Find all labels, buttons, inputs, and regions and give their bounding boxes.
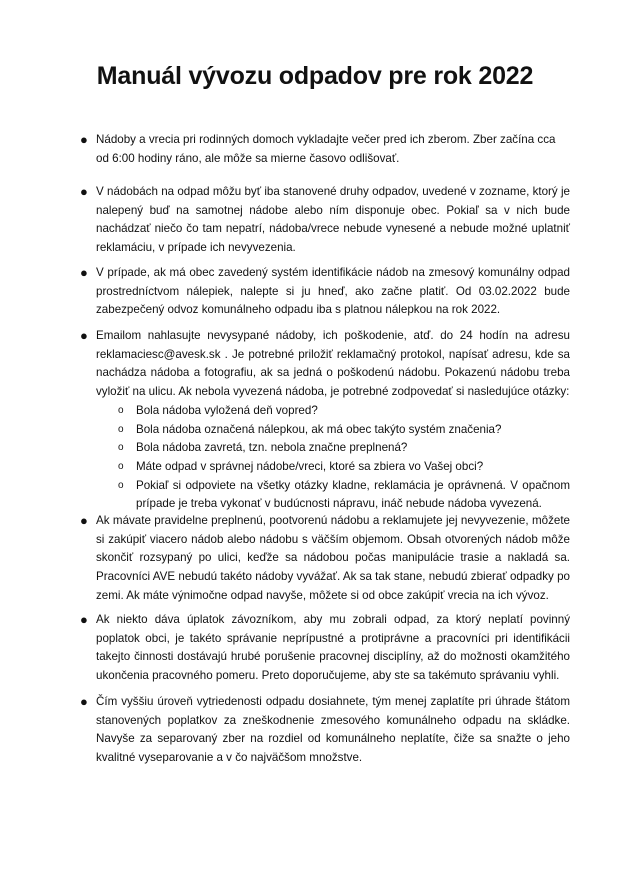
paragraph-text: Nádoby a vrecia pri rodinných domoch vykladajte večer pred ich zberom. Zber začína cca od 6:00 hodiny ráno, ale môže sa mierne časovo odlišovať. xyxy=(96,133,556,165)
paragraph-text: Ak niekto dáva úplatok závozníkom, aby mu zobrali odpad, za ktorý neplatí povinný poplatok obci, je takéto správanie neprípustné a protiprávne a pracovníci pri identifikácii takejto činnosti dostávajú hrubé porušenie pracovnej disciplíny, až do možnosti okamžitého ukončenia pracovného pomeru. Preto doporučujeme, aby ste sa takémuto správaniu vyhli. xyxy=(96,613,570,683)
bullet-icon: ● xyxy=(80,328,88,343)
question-text: Bola nádoba označená nálepkou, ak má obec takýto systém značenia? xyxy=(136,422,502,436)
paragraph-text: V prípade, ak má obec zavedený systém identifikácie nádob na zmesový komunálny odpad prostredníctvom nálepiek, nalepte si ju hneď, ako začne platiť. Od 03.02.2022 bude zabezpečený odvoz komunálneho odpadu iba s platnou nálepkou na rok 2022. xyxy=(96,266,570,317)
paragraph-text: Ak mávate pravidelne preplnenú, pootvorenú nádobu a reklamujete jej nevyvezenie, môžete si zakúpiť viacero nádob alebo nádobu s väčším objemom. Obsah otvorených nádob môže skončiť rozsypaný po ulici, keďže sa nádobou počas manipulácie trasie a nakladá sa. Pracovníci AVE nebudú takéto nádoby vyvážať. Ak sa tak stane, nebudú zbierať odpadky po zemi. Ak máte výnimočne odpad navyše, môžete si od obce zakúpiť vrecia na ich vývoz. xyxy=(96,514,570,602)
bullet-icon: ● xyxy=(80,612,88,627)
paragraph-text: Čím vyššiu úroveň vytriedenosti odpadu dosiahnete, tým menej zaplatíte pri úhrade štátom stanovených poplatkov za zneškodnenie zmesového komunálneho odpadu na skládke. Navyše za separovaný zber na rozdiel od komunálneho neplatíte, čiže sa snažte o jeho kvalitné vyseparovanie a v čo najväčšom množstve. xyxy=(96,695,570,765)
circle-bullet-icon: o xyxy=(118,479,124,491)
circle-bullet-icon: o xyxy=(118,423,124,435)
paragraph-text: V nádobách na odpad môžu byť iba stanovené druhy odpadov, uvedené v zozname, ktorý je nalepený buď na samotnej nádobe alebo ním disponuje obec. Pokiaľ sa v nich bude nachádzať niečo čo tam nepatrí, nádoba/vrece nebude vynesené a nebude možné uplatniť reklamáciu, v prípade ich nevyvezenia. xyxy=(96,185,570,255)
circle-bullet-icon: o xyxy=(118,404,124,416)
list-item-overfilled-bins xyxy=(80,512,570,606)
circle-bullet-icon: o xyxy=(118,442,124,454)
questions-list xyxy=(96,402,570,514)
circle-bullet-icon: o xyxy=(118,460,124,472)
question-item xyxy=(118,458,570,477)
list-item-complaints xyxy=(80,327,570,514)
question-text: Bola nádoba vyložená deň vopred? xyxy=(136,403,318,417)
list-item-bribery xyxy=(80,611,570,686)
bullet-icon: ● xyxy=(80,513,88,528)
list-item-collection-time xyxy=(80,131,570,168)
question-item xyxy=(118,477,570,514)
question-text: Máte odpad v správnej nádobe/vreci, ktoré sa zbiera vo Vašej obci? xyxy=(136,459,484,473)
list-item-stickers xyxy=(80,264,570,320)
question-item xyxy=(118,421,570,440)
bullet-icon: ● xyxy=(80,132,88,147)
bullet-icon: ● xyxy=(80,265,88,280)
question-text: Pokiaľ si odpoviete na všetky otázky kladne, reklamácia je oprávnená. V opačnom prípade je treba vykonať v budúcnosti nápravu, ináč nebude nádoba vyvezená. xyxy=(136,478,570,511)
page-title: Manuál vývozu odpadov pre rok 2022 xyxy=(96,62,534,90)
list-item-allowed-waste xyxy=(80,183,570,258)
question-item xyxy=(118,402,570,421)
question-text: Bola nádoba zavretá, tzn. nebola značne preplnená? xyxy=(136,441,408,455)
paragraph-text: Emailom nahlasujte nevysypané nádoby, ich poškodenie, atď. do 24 hodín na adresu reklamaciesc@avesk.sk . Je potrebné priložiť reklamačný protokol, napísať adresu, kde sa nachádza nádoba a fotografiu, ak sa jedná o poškodenú nádobu. Pokazenú nádobu treba vyložiť na ulicu. Ak nebola vyvezená nádoba, je potrebné zodpovedať si nasledujúce otázky: xyxy=(96,329,570,399)
list-item-separation xyxy=(80,693,570,768)
bullet-icon: ● xyxy=(80,184,88,199)
bullet-icon: ● xyxy=(80,694,88,709)
question-item xyxy=(118,439,570,458)
